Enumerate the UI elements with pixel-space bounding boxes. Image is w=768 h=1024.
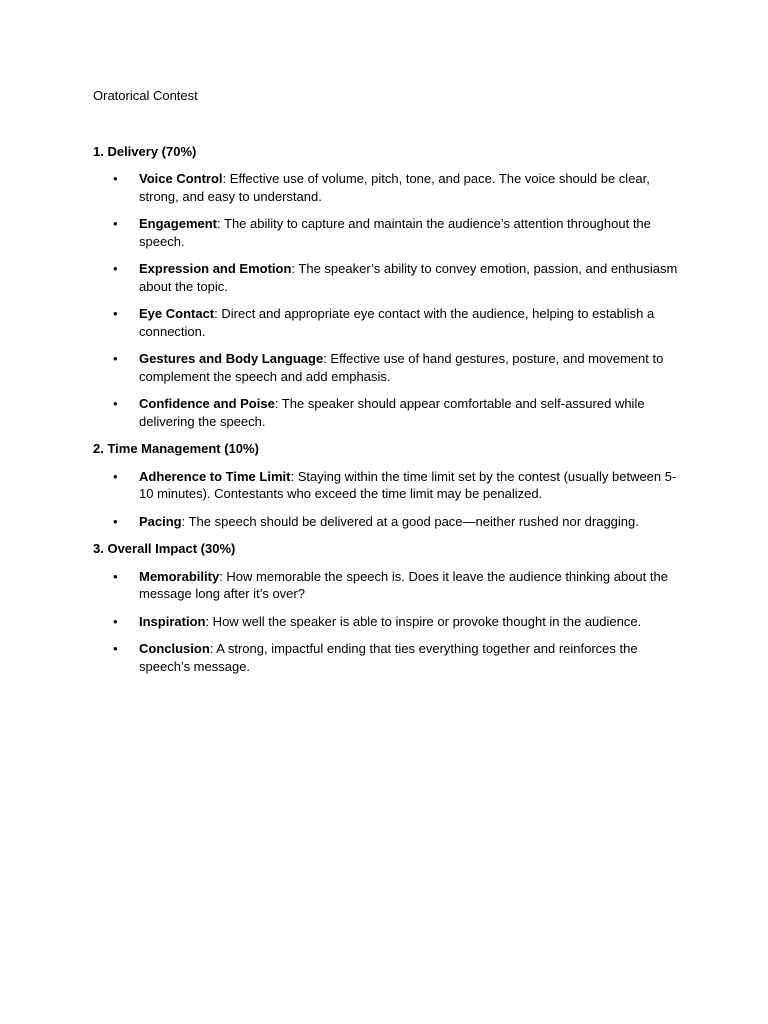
document-title: Oratorical Contest [93,88,198,103]
document-body [93,87,683,685]
criterion-description: : A strong, impactful ending that ties everything together and reinforces the speech’s message. [139,641,638,674]
criterion-term: Confidence and Poise [139,396,275,411]
bullet-icon: • [113,396,118,411]
criterion-description: : The ability to capture and maintain the audience’s attention throughout the speech. [139,216,651,249]
criterion-term: Conclusion [139,641,210,656]
bullet-icon: • [113,261,118,276]
bullet-icon: • [113,613,118,629]
criteria-list [93,170,683,430]
list-item [93,613,683,631]
criterion-term: Voice Control [139,171,223,186]
criteria-list [93,568,683,676]
criterion-description: : How well the speaker is able to inspire or provoke thought in the audience. [205,613,642,629]
criterion-description: : Effective use of hand gestures, posture, and movement to complement the speech and add emphasis. [139,351,664,384]
bullet-icon: • [113,306,118,321]
criterion-term: Eye Contact [139,306,215,321]
bullet-icon: • [113,641,118,656]
criterion-term: Pacing [139,513,182,529]
bullet-icon: • [113,468,118,484]
criterion-description: : The speaker should appear comfortable and self-assured while delivering the speech. [139,396,645,429]
section-time-management [93,440,683,530]
criterion-description: : How memorable the speech is. Does it leave the audience thinking about the message long after it’s over? [139,568,668,601]
list-item [93,395,683,430]
criteria-list [93,468,683,531]
criterion-description: : Direct and appropriate eye contact with the audience, helping to establish a connection. [139,306,655,339]
bullet-icon: • [113,568,118,584]
criterion-term: Gestures and Body Language [139,351,324,366]
bullet-icon: • [113,216,118,231]
list-item [93,468,683,503]
criterion-term: Inspiration [139,613,206,629]
bullet-icon: • [113,171,118,186]
criterion-description: : Staying within the time limit set by the contest (usually between 5-10 minutes). Contestants who exceed the time limit may be penalized. [139,468,677,501]
criterion-term: Adherence to Time Limit [139,468,291,484]
criterion-description: : Effective use of volume, pitch, tone, and pace. The voice should be clear, strong, and easy to understand. [139,171,650,204]
list-item [93,568,683,603]
list-item [93,305,683,340]
criterion-description: : The speech should be delivered at a good pace—neither rushed nor dragging. [181,513,639,529]
list-item [93,215,683,250]
section-delivery [93,143,683,431]
section-heading: 1. Delivery (70%) [93,143,197,159]
section-overall-impact [93,540,683,675]
list-item [93,513,683,531]
criterion-description: : The speaker’s ability to convey emotion, passion, and enthusiasm about the topic. [139,261,678,294]
list-item [93,170,683,205]
list-item [93,260,683,295]
section-heading: 2. Time Management (10%) [93,441,259,456]
criterion-term: Expression and Emotion [139,261,292,276]
bullet-icon: • [113,351,118,366]
list-item [93,640,683,675]
list-item [93,350,683,385]
criterion-term: Engagement [139,216,218,231]
criterion-term: Memorability [139,568,220,584]
bullet-icon: • [113,513,118,529]
section-heading: 3. Overall Impact (30%) [93,541,236,556]
